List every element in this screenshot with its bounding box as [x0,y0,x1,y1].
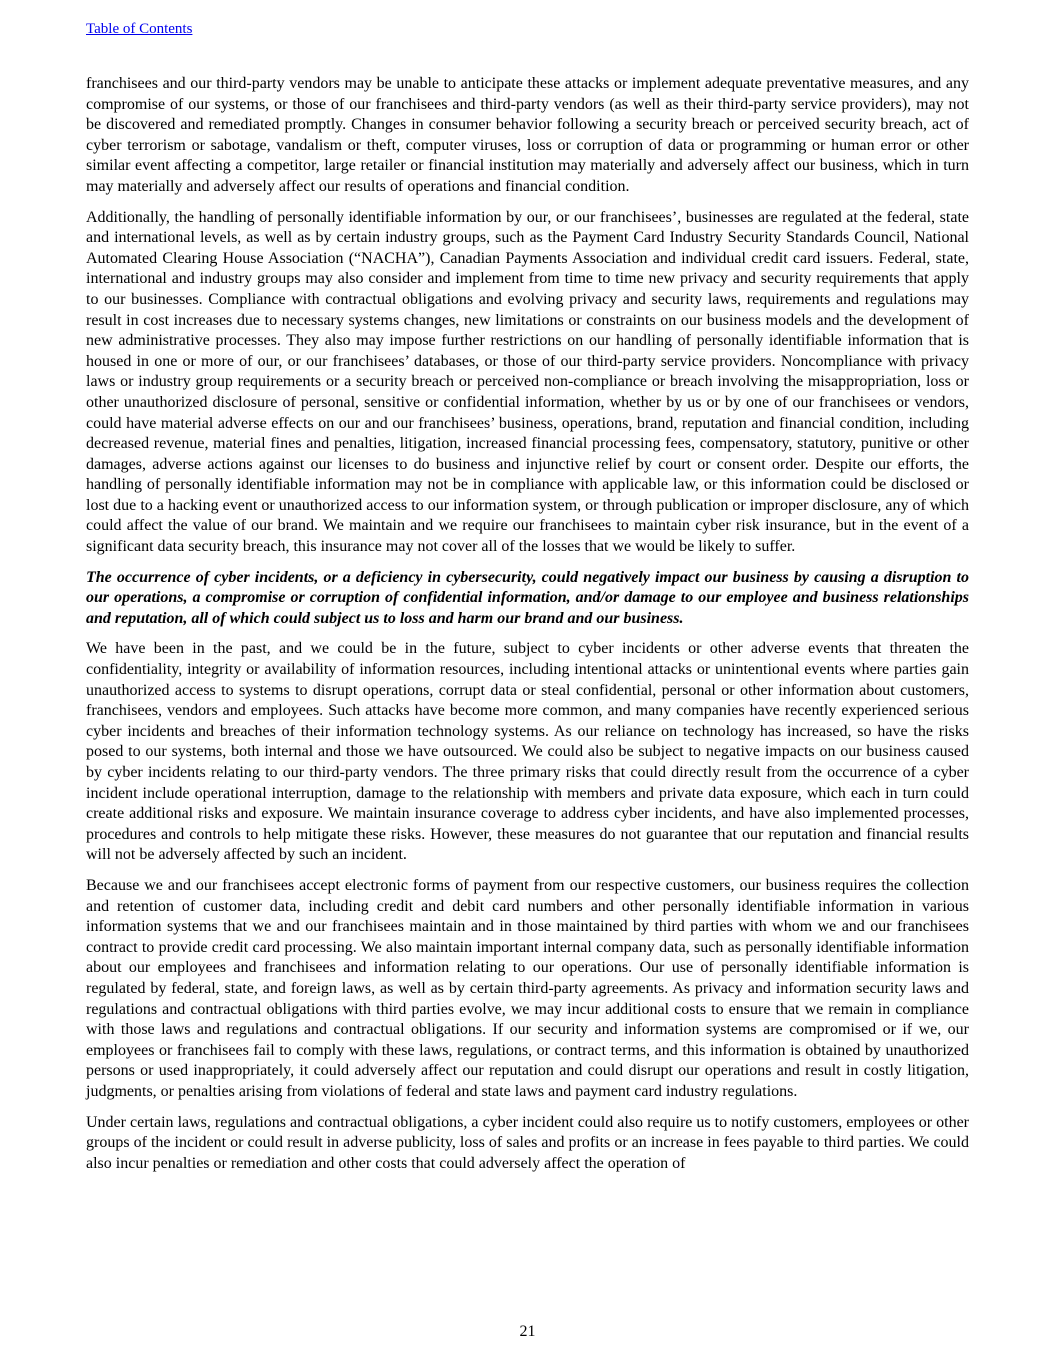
table-of-contents-link[interactable]: Table of Contents [86,21,193,37]
paragraph-notification-obligations: Under certain laws, regulations and contractual obligations, a cyber incident could also require us to notify customers, employees or other groups of the incident or could result in adverse publicity, loss of sales and profits or an increase in fees payable to third parties. We could also incur penalties or remediation and other costs that could adversely affect the operation of [86,1113,969,1172]
paragraph-customer-data-retention: Because we and our franchisees accept electronic forms of payment from our respective customers, our business requires the collection and retention of customer data, including credit and debit card numbers and other personally identifiable information in various information systems that we and our franchisees maintain and in those maintained by third parties with whom we and our franchisees contract to provide credit card processing. We also maintain important internal company data, such as personally identifiable information about our employees and franchisees and information relating to our operations. Our use of personally identifiable information is regulated by federal, state, and foreign laws, as well as by certain third-party agreements. As privacy and information security laws and regulations and contractual obligations with third parties evolve, we may incur additional costs to ensure that we remain in compliance with those laws and regulations and contractual obligations. If our security and information systems are compromised or if we, our employees or franchisees fail to comply with these laws, regulations, or contract terms, and this information is obtained by unauthorized persons or used inappropriately, it could adversely affect our reputation and could disrupt our operations and result in costly litigation, judgments, or penalties arising from violations of federal and state laws and payment card industry regulations. [86,876,969,1100]
page-body [86,74,969,1184]
paragraph-personal-information-regulation: Additionally, the handling of personally identifiable information by our, or our franchisees’, businesses are regulated at the federal, state and international levels, as well as by certain industry groups, such as the Payment Card Industry Security Standards Council, National Automated Clearing House Association (“NACHA”), Canadian Payments Association and individual credit card issuers. Federal, state, international and industry groups may also consider and implement from time to time new privacy and security requirements that apply to our businesses. Compliance with contractual obligations and evolving privacy and security laws, requirements and regulations may result in cost increases due to necessary systems changes, new limitations or constraints on our business models and the development of new administrative processes. They also may impose further restrictions on our handling of personally identifiable information that is housed in one or more of our, or our franchisees’ databases, or those of our third-party service providers. Noncompliance with privacy laws or industry group requirements or a security breach or perceived non-compliance or breach involving the misappropriation, loss or other unauthorized disclosure of personal, sensitive or confidential information, whether by us or by one of our franchisees or vendors, could have material adverse effects on our and our franchisees’ business, operations, brand, reputation and financial condition, including decreased revenue, material fines and penalties, litigation, increased financial processing fees, compensatory, statutory, punitive or other damages, adverse actions against our licenses to do business and injunctive relief by court or consent order. Despite our efforts, the handling of personally identifiable information may not be in compliance with applicable law, or this information could be disclosed or lost due to a hacking event or unauthorized access to our information system, or through publication or improper disclosure, any of which could affect the value of our brand. We maintain and we require our franchisees to maintain cyber risk insurance, but in the event of a significant data security breach, this insurance may not cover all of the losses that we would be likely to suffer. [86,208,969,556]
paragraph-cyber-incident-exposure: We have been in the past, and we could be in the future, subject to cyber incidents or other adverse events that threaten the confidentiality, integrity or availability of information resources, including intentional attacks or unintentional events where parties gain unauthorized access to systems to disrupt operations, corrupt data or steal confidential, personal or other information about customers, franchisees, vendors and employees. Such attacks have become more common, and many companies have recently experienced serious cyber incidents and breaches of their information technology systems. As our reliance on technology has increased, so have the risks posed to our systems, both internal and those we have outsourced. We could also be subject to negative impacts on our business caused by cyber incidents relating to our third-party vendors. The three primary risks that could directly result from the occurrence of a cyber incident include operational interruption, damage to the relationship with members and private data exposure, which each in turn could create additional risks and exposure. We maintain insurance coverage to address cyber incidents, and have also implemented processes, procedures and controls to help mitigate these risks. However, these measures do not guarantee that our reputation and financial results will not be adversely affected by such an incident. [86,640,969,864]
paragraph-franchisee-vendor-risks: franchisees and our third-party vendors may be unable to anticipate these attacks or implement adequate preventative measures, and any compromise of our systems, or those of our franchisees and third-party vendors (as well as their third-party service providers), may not be discovered and remediated promptly. Changes in consumer behavior following a security breach or perceived security breach, act of cyber terrorism or sabotage, vandalism or theft, computer viruses, loss or corruption of data or programming or human error or other similar event affecting a competitor, large retailer or financial institution may materially and adversely affect our business, which in turn may materially and adversely affect our results of operations and financial condition. [86,75,969,195]
risk-factor-heading-cyber-incidents: The occurrence of cyber incidents, or a deficiency in cybersecurity, could negatively impact our business by causing a disruption to our operations, a compromise or corruption of confidential information, and/or damage to our employee and business relationships and reputation, all of which could subject us to loss and harm our brand and our business. [86,568,969,627]
page-number: 21 [519,1323,536,1340]
